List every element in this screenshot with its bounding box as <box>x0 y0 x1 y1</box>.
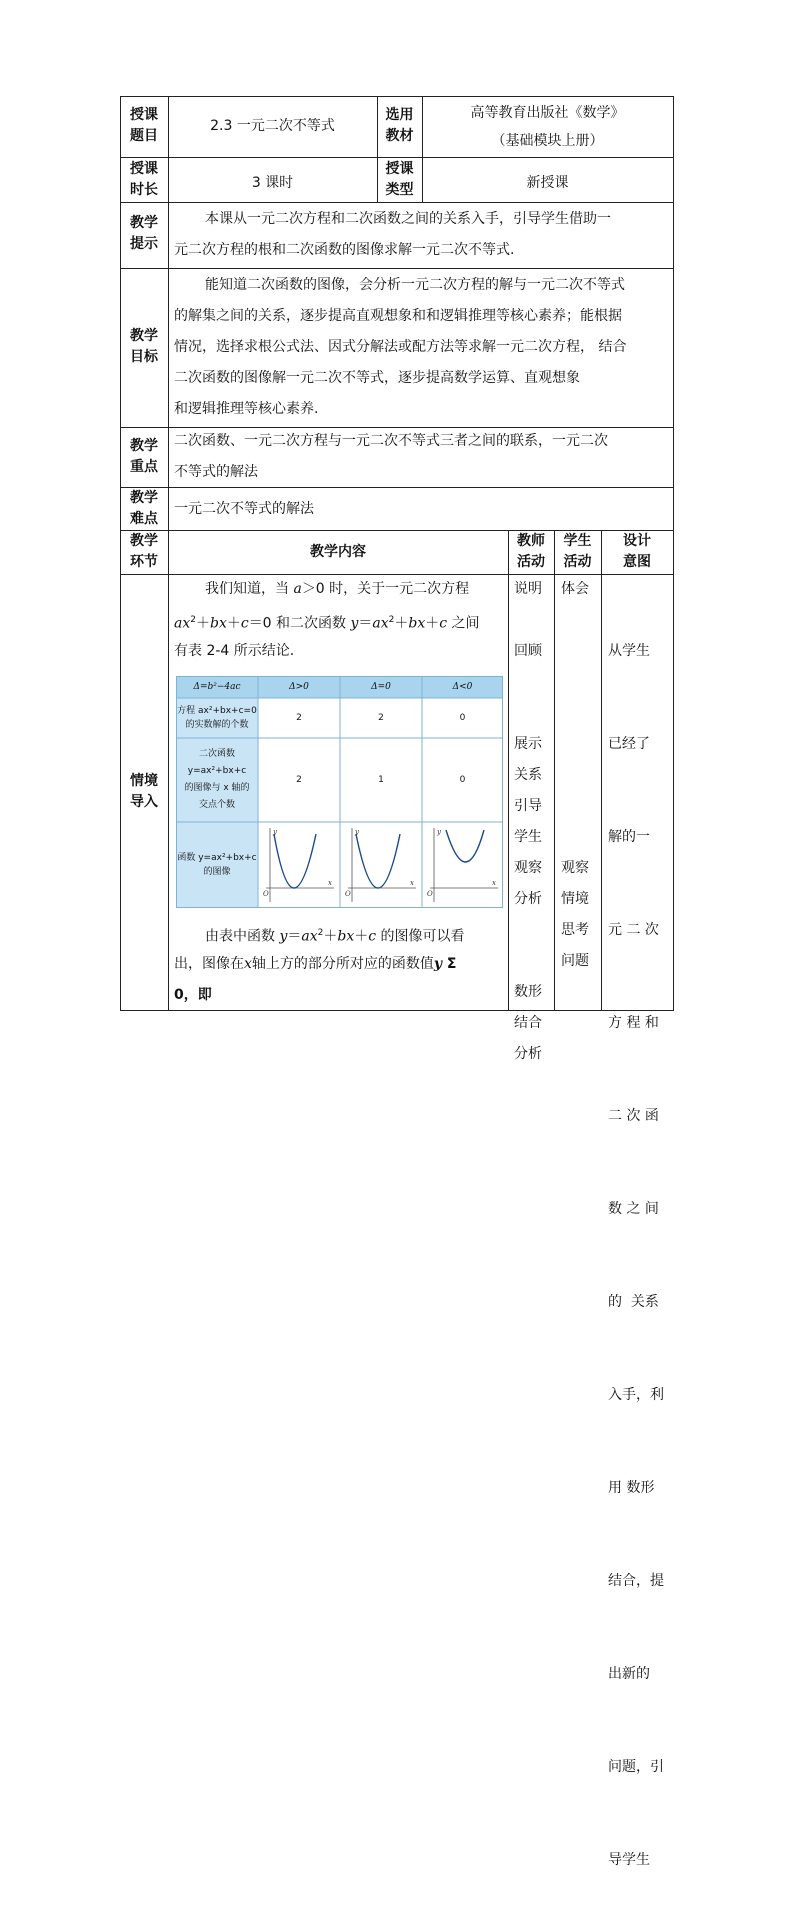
teacher-item <box>514 915 554 946</box>
svg-text:y: y <box>273 828 277 836</box>
table-header-delta: Δ=b²−4ac <box>176 676 258 698</box>
hint-line1: 本课从一元二次方程和二次函数之间的关系入手，引导学生借助一 <box>205 211 611 227</box>
col-design: 设计 意图 <box>623 533 651 570</box>
table-row2-val3: 0 <box>459 775 466 785</box>
topic-label: 授课 题目 <box>130 107 158 144</box>
teacher-item: 观察 <box>514 860 542 876</box>
teacher-item: 分析 <box>514 1046 542 1062</box>
teacher-item <box>514 667 554 698</box>
table-header-pos: Δ>0 <box>258 676 340 698</box>
goal-line4: 二次函数的图像解一元二次不等式，逐步提高数学运算、直观想象 <box>174 370 580 386</box>
design-item: 出新的 <box>608 1666 650 1682</box>
student-item: 体会 <box>561 581 589 597</box>
col-teacher: 教师 活动 <box>517 533 545 570</box>
difficulty-value: 一元二次不等式的解法 <box>174 501 314 517</box>
hint-line2: 元二次方程的根和二次函数的图像求解一元二次不等式. <box>174 242 515 258</box>
svg-text:x: x <box>410 879 414 887</box>
teacher-item: 说明 <box>514 581 542 597</box>
textbook-line2: （基础模块上册） <box>491 133 604 149</box>
intro-stage-label: 情境 导入 <box>130 773 158 810</box>
student-item <box>561 667 601 698</box>
goal-line5: 和逻辑推理等核心素养. <box>174 401 319 417</box>
table-header-neg: Δ<0 <box>422 676 503 698</box>
col-stage: 教学 环节 <box>130 533 158 570</box>
design-item: 用 数形 <box>608 1480 655 1496</box>
teacher-item: 数形 <box>514 984 542 1000</box>
design-item: 数 之 间 <box>608 1201 659 1217</box>
student-item <box>561 698 601 729</box>
student-item <box>561 760 601 791</box>
svg-text:O: O <box>345 890 351 898</box>
intro-p1-line1: 我们知道，当 a＞0 时，关于一元二次方程 <box>205 581 470 597</box>
goal-label: 教学 目标 <box>130 328 158 365</box>
duration-label: 授课 时长 <box>130 161 158 198</box>
intro-p2-line2: 出，图像在x轴上方的部分所对应的函数值y Σ <box>174 956 457 972</box>
table-row1-val3: 0 <box>459 713 466 723</box>
design-item: 问题，引 <box>608 1759 664 1775</box>
table-2-4 <box>176 676 503 908</box>
key-line1: 二次函数、一元二次方程与一元二次不等式三者之间的联系，一元二次 <box>174 433 608 449</box>
key-label: 教学 重点 <box>130 438 158 475</box>
teacher-item: 学生 <box>514 829 542 845</box>
student-item: 思考 <box>561 922 589 938</box>
teacher-item <box>514 605 554 636</box>
graph-delta-zero <box>342 824 420 906</box>
table-row2-val2: 1 <box>378 775 384 785</box>
intro-p1-line2: $ax^2+bx+c=0$ 和二次函数 $y=ax^2+bx+c$ 之间 <box>174 615 480 632</box>
table-row1-val1: 2 <box>296 713 302 723</box>
design-item: 从学生 <box>608 643 650 659</box>
student-item: 观察 <box>561 860 589 876</box>
svg-text:y: y <box>437 828 441 836</box>
svg-text:x: x <box>328 879 332 887</box>
table-row1-label: 方程 ax²+bx+c=0 的实数解的个数 <box>176 698 258 738</box>
textbook-label: 选用 教材 <box>385 107 414 144</box>
type-label: 授课 类型 <box>385 161 414 198</box>
textbook-line1: 高等教育出版社《数学》 <box>470 105 625 121</box>
topic-value: 2.3 一元二次不等式 <box>210 118 335 134</box>
parabola-3 <box>446 830 484 862</box>
hint-label: 教学 提示 <box>130 215 158 252</box>
teacher-item <box>514 946 554 977</box>
difficulty-label: 教学 难点 <box>130 490 158 527</box>
svg-text:y: y <box>355 828 359 836</box>
teacher-item: 结合 <box>514 1015 542 1031</box>
design-item: 结合，提 <box>608 1573 664 1589</box>
goal-line1: 能知道二次函数的图像，会分析一元二次方程的解与一元二次不等式 <box>205 277 625 293</box>
col-student: 学生 活动 <box>563 533 592 570</box>
student-item <box>561 605 601 636</box>
intro-p2-line3: 0，即 <box>174 987 212 1003</box>
teacher-item <box>514 698 554 729</box>
parabola-2 <box>356 834 400 888</box>
table-row2-label: 二次函数 y=ax²+bx+c 的图像与 x 轴的 交点个数 <box>176 738 258 822</box>
design-intent-list <box>608 574 672 1907</box>
type-value: 新授课 <box>526 175 569 191</box>
teacher-item: 展示 <box>514 736 542 752</box>
student-item: 问题 <box>561 953 589 969</box>
table-header-zero: Δ=0 <box>340 676 422 698</box>
student-item: 情境 <box>561 891 589 907</box>
student-activity-list <box>561 574 601 977</box>
svg-text:O: O <box>427 890 433 898</box>
student-item <box>561 822 601 853</box>
svg-text:O: O <box>263 890 269 898</box>
duration-value: 3 课时 <box>251 175 294 191</box>
design-item: 元 二 次 <box>608 922 659 938</box>
design-item: 已经了 <box>608 736 650 752</box>
design-item: 的 关系 <box>608 1294 659 1310</box>
table-row1-val2: 2 <box>378 713 384 723</box>
teacher-item: 关系 <box>514 767 542 783</box>
design-item: 解的一 <box>608 829 650 845</box>
table-row3-label: 函数 y=ax²+bx+c 的图像 <box>176 822 258 908</box>
col-content: 教学内容 <box>310 544 366 560</box>
table-row2-val1: 2 <box>296 775 302 785</box>
parabola-1 <box>274 834 316 888</box>
student-item <box>561 791 601 822</box>
graph-delta-positive <box>260 824 338 906</box>
teacher-item: 分析 <box>514 891 542 907</box>
intro-p1-line3: 有表 2-4 所示结论. <box>174 643 295 659</box>
student-item <box>561 729 601 760</box>
goal-line3: 情况，选择求根公式法、因式分解法或配方法等求解一元二次方程， 结合 <box>174 339 627 355</box>
key-line2: 不等式的解法 <box>174 464 258 480</box>
goal-line2: 的解集之间的关系，逐步提高直观想象和和逻辑推理等核心素养；能根据 <box>174 308 622 324</box>
teacher-item: 引导 <box>514 798 542 814</box>
design-item: 二 次 函 <box>608 1108 659 1124</box>
svg-text:x: x <box>492 879 496 887</box>
intro-p2-line1: 由表中函数 $y=ax^2+bx+c$ 的图像可以看 <box>205 928 465 945</box>
design-item: 入手，利 <box>608 1387 664 1403</box>
design-item: 导学生 <box>608 1852 650 1868</box>
graph-delta-negative <box>424 824 502 906</box>
design-item: 方 程 和 <box>608 1015 659 1031</box>
teacher-activity-list <box>514 574 554 1070</box>
teacher-item: 回顾 <box>514 643 542 659</box>
student-item <box>561 636 601 667</box>
